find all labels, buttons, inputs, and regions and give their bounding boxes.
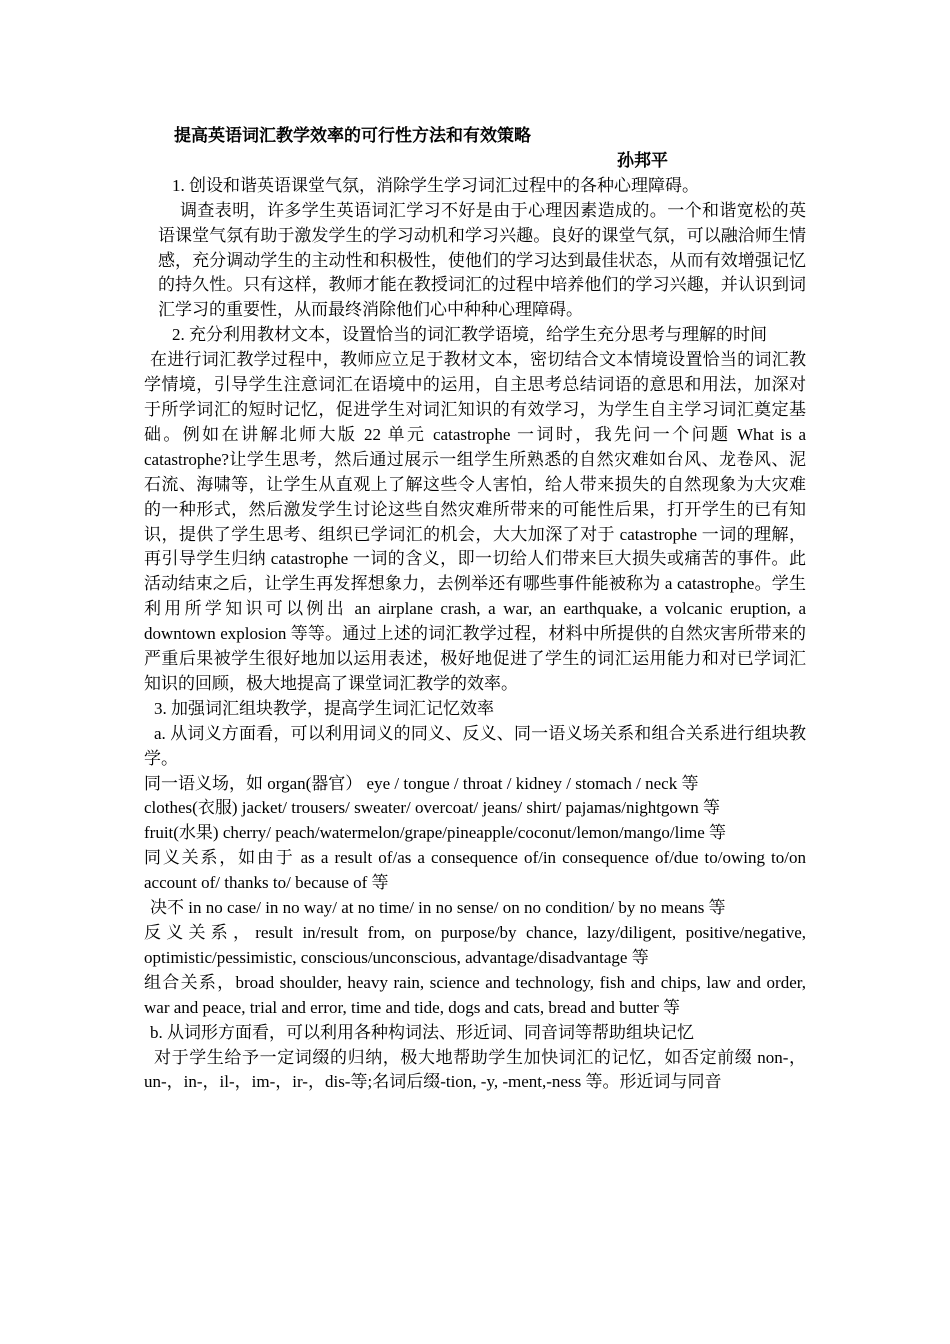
heading-2: 2. 充分利用教材文本，设置恰当的词汇教学语境，给学生充分思考与理解的时间 (172, 325, 767, 345)
document-body (144, 116, 806, 1095)
collocation-line: 组合关系，broad shoulder, heavy rain, science and technology, fish and chips, law and order, war and peace, trial and error, time and tide, dogs and cats, bread and butter 等 (144, 972, 806, 1017)
semantic-field-clothes: clothes(衣服) jacket/ trousers/ sweater/ overcoat/ jeans/ shirt/ pajamas/nightgown 等 (144, 798, 720, 818)
semantic-field-fruit: fruit(水果) cherry/ peach/watermelon/grape/pineapple/coconut/lemon/mango/lime 等 (144, 823, 727, 843)
paragraph-2: 在进行词汇教学过程中，教师应立足于教材文本，密切结合文本情境设置恰当的词汇教学情境，引导学生注意词汇在语境中的运用，自主思考总结词语的意思和用法，加深对于所学词汇的短时记忆，促进学生对词汇知识的有效学习，为学生自主学习词汇奠定基础。例如在讲解北师大版 22 单元 catastrophe 一词时，我先问一个问题 What is a catastrophe?让学生思考，然后通过展示一组学生所熟悉的自然灾难如台风、龙卷风、泥石流、海啸等，让学生从直观上了解这些令人害怕，给人带来损失的自然现象为大灾难的一种形式，然后激发学生讨论这些自然灾难所带来的可能性后果，打开学生的已有知识，提供了学生思考、组织已学词汇的机会，大大加深了对于 catastrophe 一词的理解，再引导学生归纳 catastrophe 一词的含义，即一切给人们带来巨大损失或痛苦的事件。此活动结束之后，让学生再发挥想象力，去例举还有哪些事件能被称为 a catastrophe。学生利用所学知识可以例出 an airplane crash, a war, an earthquake, a volcanic eruption, a downtown explosion 等等。通过上述的词汇教学过程，材料中所提供的自然灾害所带来的严重后果被学生很好地加以运用表述，极好地促进了学生的词汇运用能力和对已学词汇知识的回顾，极大地提高了课堂词汇教学的效率。 (144, 350, 806, 693)
document-title: 提高英语词汇教学效率的可行性方法和有效策略 (174, 126, 531, 145)
heading-3: 3. 加强词汇组块教学，提高学生词汇记忆效率 (154, 698, 494, 718)
heading-1: 1. 创设和谐英语课堂气氛，消除学生学习词汇过程中的各种心理障碍。 (172, 175, 699, 195)
author-name: 孙邦平 (617, 150, 668, 170)
antonym-line: 反义关系，result in/result from, on purpose/by chance, lazy/diligent, positive/negative, optimistic/pessimistic, conscious/unconscious, advantage/disadvantage 等 (144, 923, 806, 967)
synonym-line-1: 同义关系，如由于 as a result of/as a consequence of/in consequence of/due to/owing to/on account of/ thanks to/ because of 等 (144, 848, 806, 893)
semantic-field-organ: 同一语义场，如 organ(器官） eye / tongue / throat / kidney / stomach / neck 等 (144, 773, 699, 793)
paragraph-1: 调查表明，许多学生英语词汇学习不好是由于心理因素造成的。一个和谐宽松的英语课堂气氛有助于激发学生的学习动机和学习兴趣。良好的课堂气氛，可以融洽师生情感，充分调动学生的主动性和积极性，使他们的学习达到最佳状态，从而有效增强记忆的持久性。只有这样，教师才能在教授词汇的过程中培养他们的学习兴趣，并认识到词汇学习的重要性，从而最终消除他们心中种种心理障碍。 (158, 200, 806, 320)
subheading-b: b. 从词形方面看，可以利用各种构词法、形近词、同音词等帮助组块记忆 (150, 1022, 694, 1042)
paragraph-3: 对于学生给予一定词缀的归纳，极大地帮助学生加快词汇的记忆，如否定前缀 non-，un-，in-，il-，im-，ir-，dis-等;名词后缀-tion, -y, -ment,-ness 等。形近词与同音 (144, 1047, 806, 1092)
synonym-line-2: 决不 in no case/ in no way/ at no time/ in no sense/ on no condition/ by no means 等 (150, 898, 726, 918)
subheading-a: a. 从词义方面看，可以利用词义的同义、反义、同一语义场关系和组合关系进行组块教学。 (144, 723, 806, 768)
